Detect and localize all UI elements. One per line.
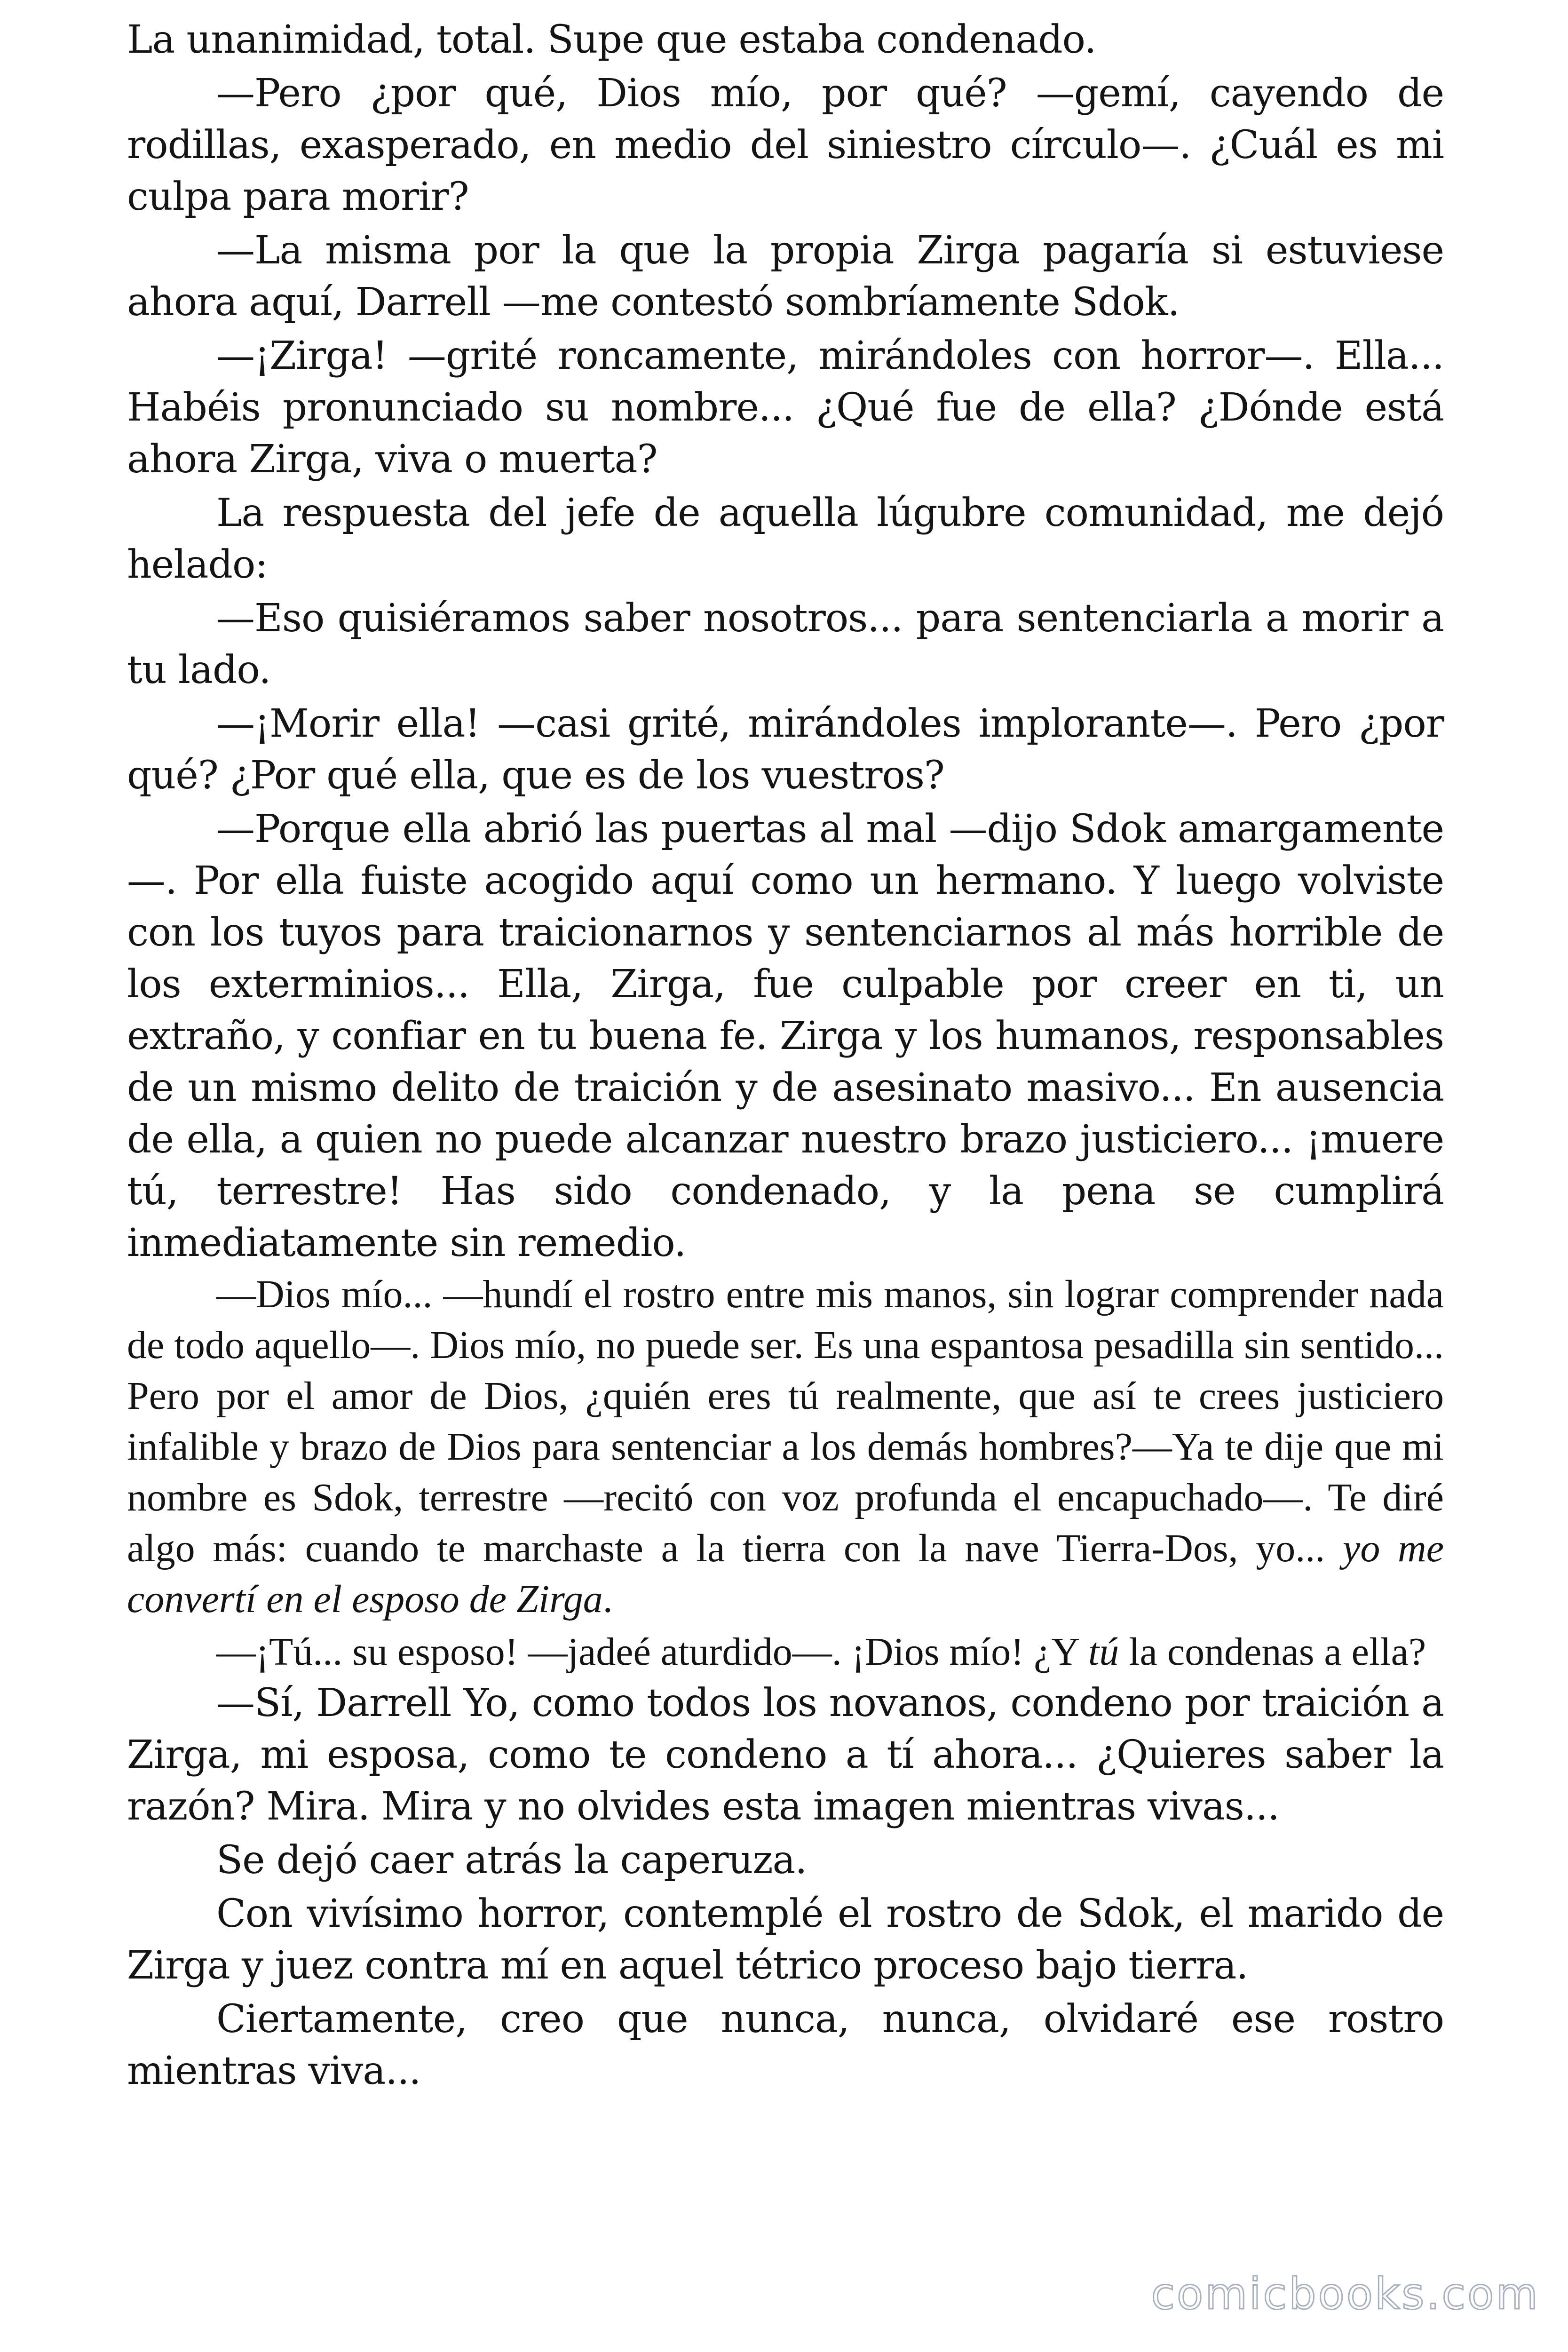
paragraph: La respuesta del jefe de aquella lúgubre comunidad, me dejó helado: — [127, 491, 1444, 587]
paragraph: Se dejó caer atrás la caperuza. — [216, 1838, 807, 1883]
paragraph — [127, 1627, 1444, 1677]
paragraph: —¡Morir ella! —casi grité, mirándoles implorante—. Pero ¿por qué? ¿Por qué ella, que es de los vuestros? — [127, 701, 1444, 798]
paragraph: La unanimidad, total. Supe que estaba condenado. — [127, 17, 1096, 62]
site-watermark: comicbooks.com — [1151, 2269, 1540, 2319]
paragraph-text: —¡Tú... su esposo! —jadeé aturdido—. ¡Dios mío! ¿Y — [216, 1630, 1088, 1674]
text-block-upper — [127, 14, 1444, 1269]
text-block-lower — [127, 1677, 1444, 2097]
italic-text: yo me convertí en el esposo de Zirga — [127, 1526, 1444, 1621]
paragraph: —Sí, Darrell Yo, como todos los novanos, condeno por traición a Zirga, mi esposa, como te condeno a tí ahora... ¿Quieres saber la razón? Mira. Mira y no olvides esta imagen mientras vivas... — [127, 1681, 1444, 1829]
paragraph: Ciertamente, creo que nunca, nunca, olvidaré ese rostro mientras viva... — [127, 1997, 1444, 2093]
paragraph: —Porque ella abrió las puertas al mal —dijo Sdok amargamente —. Por ella fuiste acogido aquí como un hermano. Y luego volviste con los tuyos para traicionarnos y sentenciarnos al más horrible de los exterminios... Ella, Zirga, fue culpable por creer en ti, un extraño, y confiar en tu buena fe. Zirga y los humanos, responsables de un mismo delito de traición y de asesinato masivo... En ausencia de ella, a quien no puede alcanzar nuestro brazo justiciero... ¡muere tú, terrestre! Has sido condenado, y la pena se cumplirá inmediatamente sin remedio. — [127, 807, 1444, 1265]
paragraph: —Eso quisiéramos saber nosotros... para sentenciarla a morir a tu lado. — [127, 596, 1444, 692]
paragraph-text: la condenas a ella? — [1119, 1630, 1426, 1674]
paragraph: —La misma por la que la propia Zirga pagaría si estuviese ahora aquí, Darrell —me contestó sombríamente Sdok. — [127, 228, 1444, 325]
paragraph — [127, 1269, 1444, 1625]
paragraph-end: . — [602, 1577, 613, 1621]
paragraph: —Pero ¿por qué, Dios mío, por qué? —gemí, cayendo de rodillas, exasperado, en medio del siniestro círculo—. ¿Cuál es mi culpa para morir? — [127, 71, 1444, 219]
italic-text: tú — [1088, 1630, 1119, 1674]
paragraph-text: —Dios mío... —hundí el rostro entre mis manos, sin lograr comprender nada de todo aquello—. Dios mío, no puede ser. Es una espantosa pesadilla sin sentido... Pero por el amor de Dios, ¿quién eres tú realmente, que así te crees justiciero infalible y brazo de Dios para sentenciar a los demás hombres?—Ya te dije que mi nombre es Sdok, terrestre —recitó con voz profunda el encapuchado—. Te diré algo más: cuando te marchaste a la tierra con la nave Tierra-Dos, yo... — [127, 1272, 1444, 1570]
paragraph: Con vivísimo horror, contemplé el rostro de Sdok, el marido de Zirga y juez contra mí en aquel tétrico proceso bajo tierra. — [127, 1891, 1444, 1988]
book-page — [127, 14, 1444, 2097]
text-block-middle — [127, 1269, 1444, 1677]
paragraph: —¡Zirga! —grité roncamente, mirándoles con horror—. Ella... Habéis pronunciado su nombre... ¿Qué fue de ella? ¿Dónde está ahora Zirga, viva o muerta? — [127, 334, 1444, 482]
